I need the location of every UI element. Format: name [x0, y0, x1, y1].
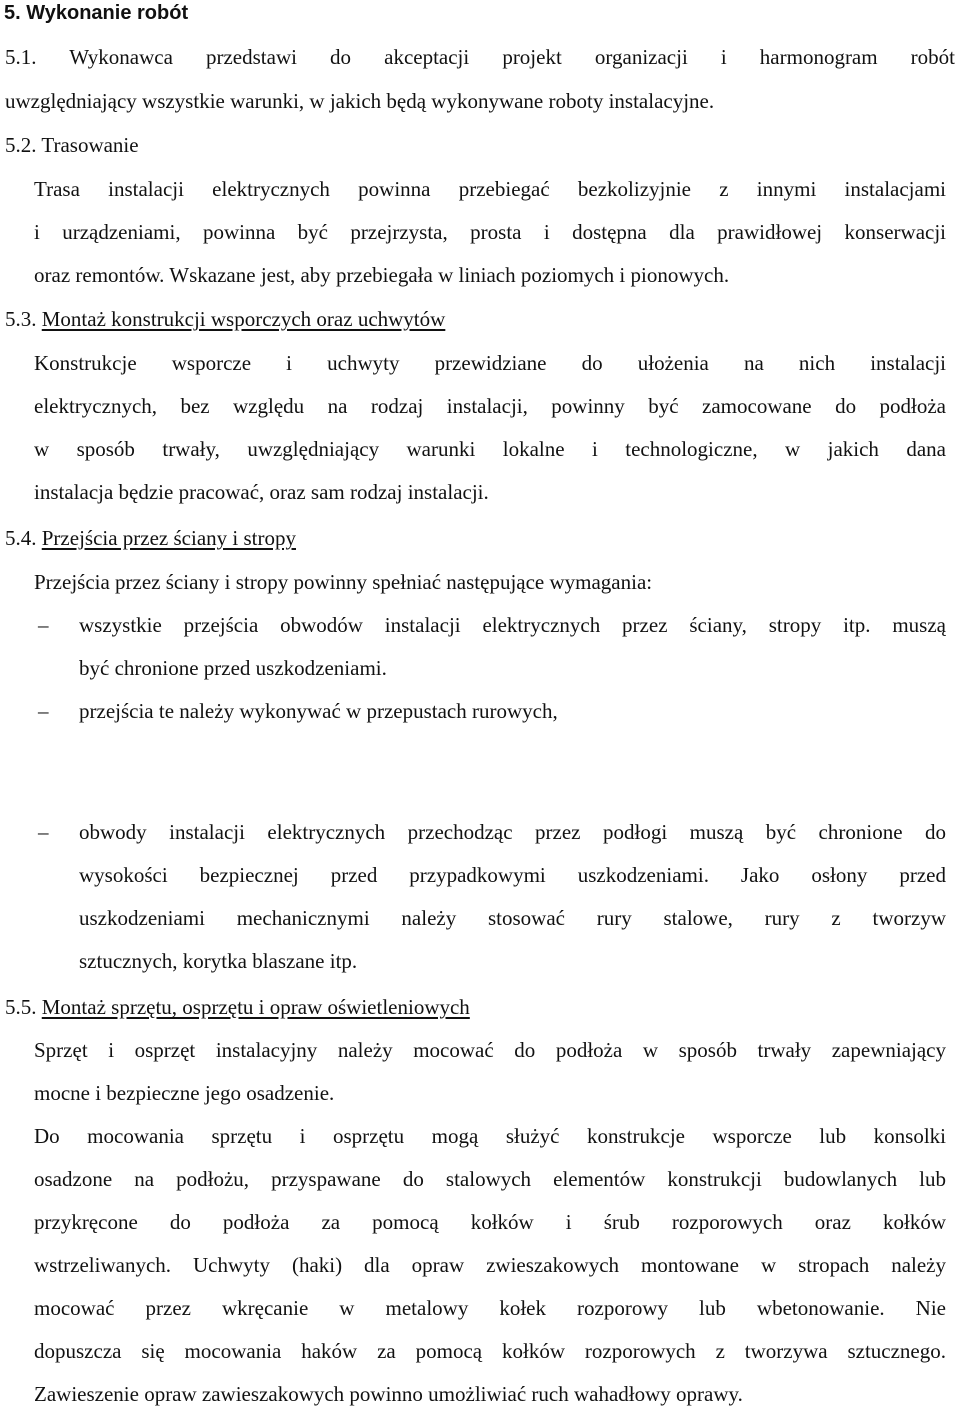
section-5-4-intro: Przejścia przez ściany i stropy powinny spełniać następujące wymagania:	[34, 570, 653, 594]
section-5-1-line-1	[5, 44, 955, 70]
section-5-2-line-1: Trasa instalacji elektrycznych powinna przebiegać bezkolizyjnie z innymi instalacjami	[34, 177, 946, 201]
section-5-5-p2-line-6: dopuszcza się mocowania haków za pomocą kołków rozporowych z tworzywa sztucznego.	[34, 1339, 946, 1363]
section-5-3-title: Montaż konstrukcji wsporczych oraz uchwytów	[41, 307, 446, 331]
section-5-4-title: Przejścia przez ściany i stropy	[41, 526, 296, 550]
section-5-3-line-4: instalacja będzie pracować, oraz sam rodzaj instalacji.	[34, 480, 489, 504]
section-5-2-line-2: i urządzeniami, powinna być przejrzysta, prosta i dostępna dla prawidłowej konserwacji	[34, 220, 946, 244]
section-5-5-p1-line-2: mocne i bezpieczne jego osadzenie.	[34, 1081, 335, 1105]
section-5-4-item-3-line-2: wysokości bezpiecznej przed przypadkowymi uszkodzeniami. Jako osłony przed	[79, 863, 946, 887]
section-5-4-number: 5.4.	[5, 526, 37, 550]
section-5-3-line-2: elektrycznych, bez względu na rodzaj instalacji, powinny być zamocowane do podłoża	[34, 394, 946, 418]
section-5-5-p1-line-1: Sprzęt i osprzęt instalacyjny należy mocować do podłoża w sposób trwały zapewniający	[34, 1038, 946, 1062]
section-5-3-line-3: w sposób trwały, uwzględniający warunki lokalne i technologiczne, w jakich dana	[34, 437, 946, 461]
section-5-4-item-1-line-2: być chronione przed uszkodzeniami.	[79, 656, 387, 680]
section-5-5-title: Montaż sprzętu, osprzętu i opraw oświetleniowych	[41, 995, 470, 1019]
section-5-2-line-3: oraz remontów. Wskazane jest, aby przebiegała w liniach poziomych i pionowych.	[34, 263, 730, 287]
section-5-3-line-1: Konstrukcje wsporcze i uchwyty przewidziane do ułożenia na nich instalacji	[34, 351, 946, 375]
section-5-3-number: 5.3.	[5, 307, 37, 331]
section-5-5-p2-line-4: wstrzeliwanych. Uchwyty (haki) dla opraw zwieszakowych montowane w stropach należy	[34, 1253, 946, 1277]
section-5-2-number: 5.2.	[5, 133, 37, 157]
section-5-4-item-3-line-3: uszkodzeniami mechanicznymi należy stosować rury stalowe, rury z tworzyw	[79, 906, 946, 930]
section-heading: 5. Wykonanie robót	[4, 2, 189, 24]
section-5-2-title-line	[5, 132, 139, 158]
section-5-3-title-line	[5, 306, 445, 332]
section-5-5-p2-line-3: przykręcone do podłoża za pomocą kołków i śrub rozporowych oraz kołków	[34, 1210, 946, 1234]
section-5-1-line-2: uwzględniający wszystkie warunki, w jakich będą wykonywane roboty instalacyjne.	[5, 89, 715, 113]
section-5-1-text: Wykonawca przedstawi do akceptacji projekt organizacji i harmonogram robót	[69, 45, 955, 69]
section-5-4-item-1-line-1: wszystkie przejścia obwodów instalacji elektrycznych przez ściany, stropy itp. muszą	[79, 613, 946, 637]
section-5-5-p2-line-1: Do mocowania sprzętu i osprzętu mogą służyć konstrukcje wsporcze lub konsolki	[34, 1124, 946, 1148]
section-5-4-item-3-line-4: sztucznych, korytka blaszane itp.	[79, 949, 358, 973]
section-5-5-number: 5.5.	[5, 995, 37, 1019]
section-5-5-title-line	[5, 994, 470, 1020]
list-dash: –	[38, 820, 49, 844]
section-5-4-item-3-line-1: obwody instalacji elektrycznych przechodząc przez podłogi muszą być chronione do	[79, 820, 946, 844]
section-5-5-p2-line-2: osadzone na podłożu, przyspawane do stalowych elementów konstrukcji budowlanych lub	[34, 1167, 946, 1191]
section-5-1-number: 5.1.	[5, 45, 37, 69]
list-dash: –	[38, 613, 49, 637]
list-dash: –	[38, 699, 49, 723]
section-5-5-p2-line-5: mocować przez wkręcanie w metalowy kołek rozporowy lub wbetonowanie. Nie	[34, 1296, 946, 1320]
section-5-4-title-line	[5, 525, 296, 551]
section-5-2-title: Trasowanie	[41, 133, 139, 157]
section-5-5-p2-line-7: Zawieszenie opraw zawieszakowych powinno umożliwiać ruch wahadłowy oprawy.	[34, 1382, 743, 1406]
section-5-4-item-2-line-1: przejścia te należy wykonywać w przepustach rurowych,	[79, 699, 558, 723]
